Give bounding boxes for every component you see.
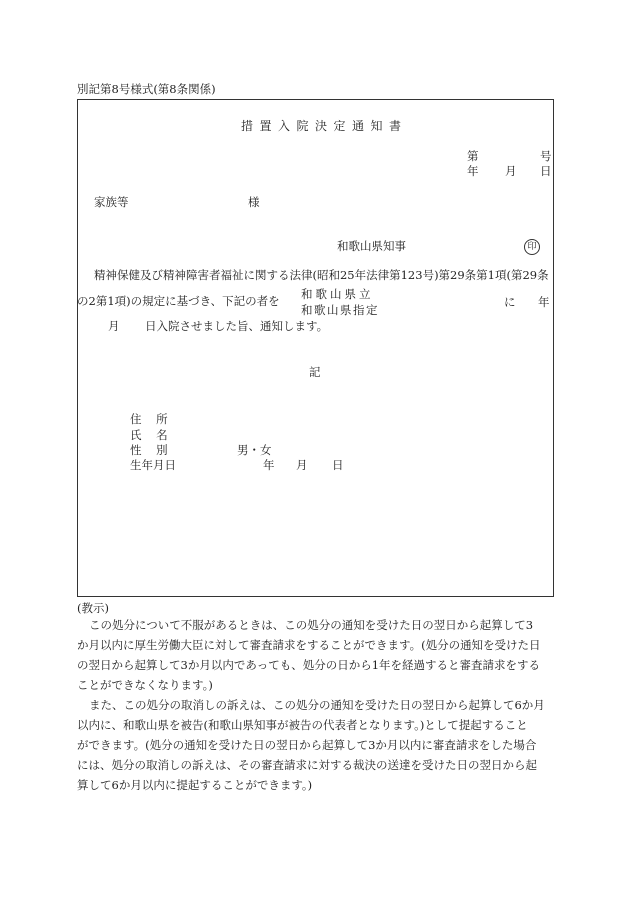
instruction-line: ができます。(処分の通知を受けた日の翌日から起算して3か月以内に審査請求をした場合 <box>77 738 537 752</box>
instruction-line: 算して6か月以内に提起することができます。) <box>77 778 313 792</box>
address-label: 住 所 <box>130 412 168 426</box>
addressee-honorific: 様 <box>248 195 260 209</box>
seal-icon: 印 <box>524 239 540 255</box>
instruction-line: か月以内に厚生労働大臣に対して審査請求をすることができます。(処分の通知を受けた日 <box>77 638 541 652</box>
instruction-line: 以内に、和歌山県を被告(和歌山県知事が被告の代表者となります。)として提起すること <box>77 718 528 732</box>
birth-day: 日 <box>332 458 344 472</box>
sex-label: 性 別 <box>130 443 168 457</box>
ki-heading: 記 <box>309 365 321 379</box>
paragraph-line-2-start: の2第1項)の規定に基づき、下記の者を <box>77 294 280 308</box>
name-label: 氏 名 <box>130 428 168 442</box>
notice-frame <box>77 99 554 597</box>
form-reference: 別記第8号様式(第8条関係) <box>77 82 216 96</box>
paragraph-month: 月 <box>108 319 120 333</box>
birth-year: 年 <box>263 458 275 472</box>
instruction-line: の翌日から起算して3か月以内であっても、処分の日から1年を経過すると審査請求をする <box>77 658 541 672</box>
notice-title: 措置入院決定通知書 <box>241 119 408 133</box>
date-day: 日 <box>540 164 552 178</box>
date-month: 月 <box>505 164 517 178</box>
number-prefix: 第 <box>467 149 479 163</box>
addressee-label: 家族等 <box>94 195 129 209</box>
sender-name: 和歌山県知事 <box>337 239 406 253</box>
hospital-option-designated: 和歌山県指定 <box>301 303 379 317</box>
paragraph-line-3: 日入院させました旨、通知します。 <box>145 319 329 333</box>
instruction-line: には、処分の取消しの訴えは、その審査請求に対する裁決の送達を受けた日の翌日から起 <box>77 758 537 772</box>
hospital-option-prefectural: 和歌山県立 <box>301 287 374 301</box>
instruction-line: この処分について不服があるときは、この処分の通知を受けた日の翌日から起算して3 <box>89 618 534 632</box>
paragraph-year: 年 <box>538 295 550 309</box>
number-suffix: 号 <box>540 149 552 163</box>
paragraph-ni: に <box>504 295 516 309</box>
instruction-heading: (教示) <box>77 601 109 615</box>
birth-month: 月 <box>296 458 308 472</box>
birthdate-label: 生年月日 <box>130 458 176 472</box>
instruction-line: ことができなくなります。) <box>77 678 213 692</box>
paragraph-line-1: 精神保健及び精神障害者福祉に関する法律(昭和25年法律第123号)第29条第1項(第29条 <box>94 268 549 282</box>
instruction-line: また、この処分の取消しの訴えは、この処分の通知を受けた日の翌日から起算して6か月 <box>89 698 545 712</box>
date-year: 年 <box>467 164 479 178</box>
sex-value: 男・女 <box>237 443 272 457</box>
